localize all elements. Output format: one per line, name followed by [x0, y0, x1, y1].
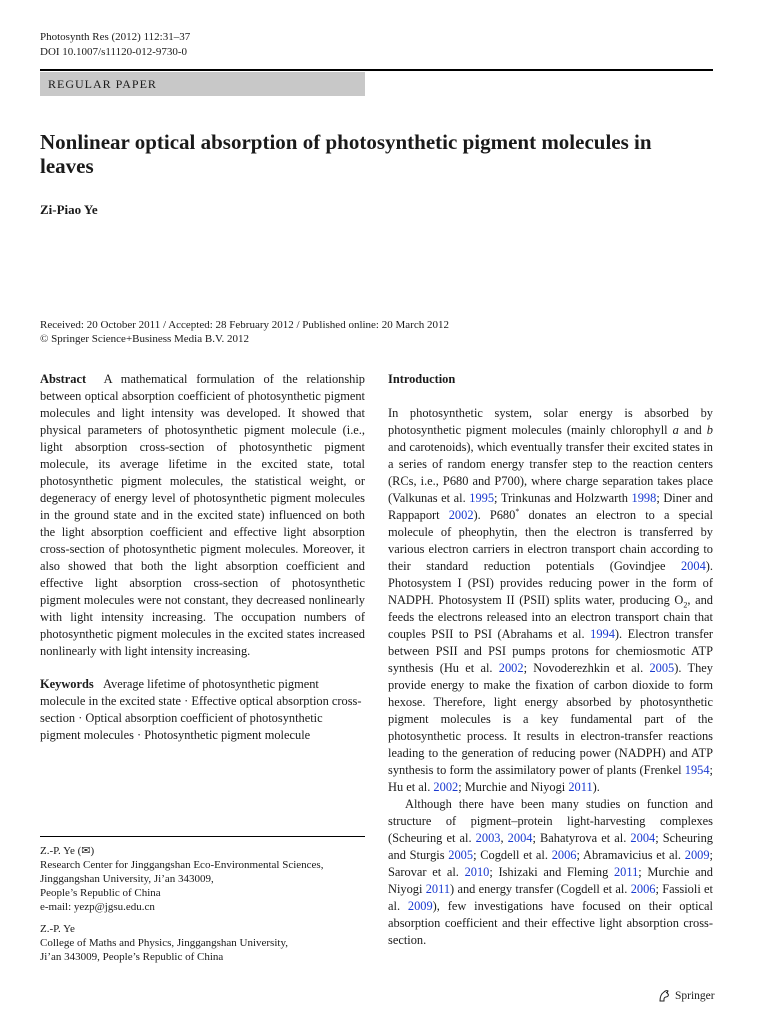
text-run: ). They provide energy to make the fixation of carbon dioxide to form hexose. Therefore, light energy absorbed by photosynthetic pigment molecules is a key fundamental part of the photosynthetic process. It results in electron-transfer reactions leading to the generation of reducing power (NADPH) and ATP synthesis to form the assimilatory power of plants (Frenkel	[388, 661, 713, 777]
citation-link[interactable]: 2006	[630, 882, 656, 896]
citation-link[interactable]: 2004	[680, 559, 706, 573]
text-run: and carotenoids), which eventually transfer their excited states in a series of random energy transfer step to the reaction centers (RCs, i.e., P680 and P700), where charge separation takes place (Valkunas et al.	[388, 440, 713, 505]
citation-link[interactable]: 2005	[649, 661, 675, 675]
text-run: ; Scheuring and Sturgis	[388, 831, 713, 862]
citation-link[interactable]: 2010	[464, 865, 490, 879]
header-rule	[40, 69, 713, 71]
text-run: ; Hu et al.	[388, 763, 713, 794]
journal-line: Photosynth Res (2012) 112:31–37	[40, 31, 191, 43]
text-run: a	[672, 423, 679, 437]
citation-link[interactable]: 1995	[469, 491, 495, 505]
citation-link[interactable]: 2009	[407, 899, 433, 913]
copyright-line: © Springer Science+Business Media B.V. 2012	[40, 333, 249, 345]
text-run: ). Photosystem I (PSI) provides reducing power in the form of NADPH. Photosystem II (PSII) splits water, producing O	[388, 559, 713, 607]
text-run: ). P680	[473, 508, 516, 522]
dates-line: Received: 20 October 2011 / Accepted: 28 February 2012 / Published online: 20 March 2012	[40, 319, 449, 331]
paper-title: Nonlinear optical absorption of photosynthetic pigment molecules in leaves	[40, 130, 652, 178]
affiliation-1-line: People’s Republic of China	[40, 887, 161, 899]
text-run: ). Electron transfer between PSII and PSI pumps protons for chemiosmotic ATP synthesis (Hu et al.	[388, 627, 713, 675]
affiliation-rule	[40, 836, 365, 837]
springer-logo	[657, 989, 715, 1003]
text-run: ; Murchie and Niyogi	[388, 865, 713, 896]
affiliation-2-line: Ji’an 343009, People’s Republic of China	[40, 951, 224, 963]
text-run: ; Fassioli et al.	[388, 882, 713, 913]
text-run: donates an electron to a special molecule of pheophytin, then the electron is transferred by various electron carriers in electron transport chain according to their standard reduction potentials (Govindjee	[388, 508, 713, 573]
citation-link[interactable]: 2011	[613, 865, 639, 879]
citation-link[interactable]: 1954	[684, 763, 710, 777]
abstract-label: Abstract	[40, 372, 87, 386]
citation-link[interactable]: 1994	[590, 627, 615, 641]
abstract-text: A mathematical formulation of the relationship between optical absorption coefficient of photosynthetic pigment molecules and light intensity was developed. It showed that physical parameters of photosynthetic pigment molecule (i.e., light absorption cross-section of photosynthetic pigment molecule, its average lifetime in the excited state, total photosynthetic pigment molecules, the statistical weight, or degeneracy of energy level of photosynthetic pigment molecules in the ground state and in the excited state) influenced on both the light absorption coefficient and effective light absorption cross-section of photosynthetic pigment molecules. Moreover, it also showed that both the light absorption coefficient and effective light absorption cross-section of photosynthetic pigment molecules were not constant, they decreased nonlinearly with light intensity increasing. The occupation numbers of photosynthetic pigment molecules in the excited states increased nonlinearly with light intensity increasing.	[40, 372, 366, 658]
text-run: ; Abramavicius et al.	[576, 848, 685, 862]
text-run: 2	[683, 600, 688, 610]
affiliation-2-line: College of Maths and Physics, Jinggangshan University,	[40, 937, 288, 949]
text-run: In photosynthetic system, solar energy is absorbed by photosynthetic pigment molecules (mainly chlorophyll	[388, 406, 713, 437]
keywords-text: Average lifetime of photosynthetic pigment molecule in the excited state · Effective optical absorption cross-section · Optical absorption coefficient of photosynthetic pigment molecules · Photosynthetic pigment molecule	[40, 677, 362, 742]
text-run: ) and energy transfer (Cogdell et al.	[450, 882, 631, 896]
springer-horse-icon	[657, 989, 671, 1003]
text-run: ; Murchie and Niyogi	[458, 780, 569, 794]
citation-link[interactable]: 2011	[568, 780, 593, 794]
citation-link[interactable]: 2009	[684, 848, 710, 862]
citation-link[interactable]: 2011	[425, 882, 451, 896]
left-column	[40, 371, 365, 744]
text-run: and	[678, 423, 707, 437]
article-meta	[40, 30, 190, 60]
keywords-label: Keywords	[40, 677, 94, 691]
affiliation-2	[40, 922, 365, 964]
author-name: Zi-Piao Ye	[40, 202, 98, 217]
affiliation-1	[40, 844, 365, 914]
affiliation-1-name: Z.-P. Ye (✉)	[40, 845, 95, 857]
citation-link[interactable]: 2005	[448, 848, 474, 862]
doi-line: DOI 10.1007/s11120-012-9730-0	[40, 46, 188, 58]
abstract	[40, 371, 365, 660]
affiliation-1-line: Research Center for Jinggangshan Eco-Environmental Sciences,	[40, 859, 324, 871]
citation-link[interactable]: 1998	[631, 491, 657, 505]
affiliation-2-name: Z.-P. Ye	[40, 923, 75, 935]
text-run: ; Sarovar et al.	[388, 848, 713, 879]
text-run: Although there have been many studies on function and structure of pigment–protein light-harvesting complexes (Scheuring et al.	[388, 797, 713, 845]
text-run: ; Bahatyrova et al.	[532, 831, 631, 845]
citation-link[interactable]: 2002	[448, 508, 474, 522]
text-run: b	[706, 423, 713, 437]
citation-link[interactable]: 2004	[630, 831, 656, 845]
citation-link[interactable]: 2006	[551, 848, 577, 862]
text-run: ; Novoderezhkin et al.	[523, 661, 650, 675]
text-run: *	[515, 506, 520, 516]
keywords	[40, 676, 365, 744]
affiliation-1-email[interactable]: e-mail: yezp@jgsu.edu.cn	[40, 901, 155, 913]
introduction-paragraph-2	[388, 796, 713, 949]
citation-link[interactable]: 2002	[433, 780, 459, 794]
citation-link[interactable]: 2002	[498, 661, 524, 675]
introduction-heading: Introduction	[388, 372, 456, 386]
paper-type-banner: REGULAR PAPER	[40, 72, 365, 96]
text-run: ).	[592, 780, 600, 794]
text-run: ; Diner and Rappaport	[388, 491, 713, 522]
text-run: ,	[500, 831, 508, 845]
right-column	[388, 371, 713, 949]
text-run: ; Ishizaki and Fleming	[489, 865, 614, 879]
introduction-paragraph-1	[388, 405, 713, 796]
affiliation-1-line: Jinggangshan University, Ji’an 343009,	[40, 873, 214, 885]
text-run: ), few investigations have focused on their optical absorption coefficient and their effective light absorption cross-section.	[388, 899, 713, 947]
text-run: ; Trinkunas and Holzwarth	[494, 491, 632, 505]
text-run: ; Cogdell et al.	[473, 848, 552, 862]
citation-link[interactable]: 2003	[475, 831, 501, 845]
citation-link[interactable]: 2004	[507, 831, 533, 845]
publication-dates	[40, 318, 700, 346]
text-run: , and feeds the electrons released into an electron transport chain that couples PSII to PSI (Abrahams et al.	[388, 593, 713, 641]
springer-wordmark: Springer	[675, 990, 715, 1002]
